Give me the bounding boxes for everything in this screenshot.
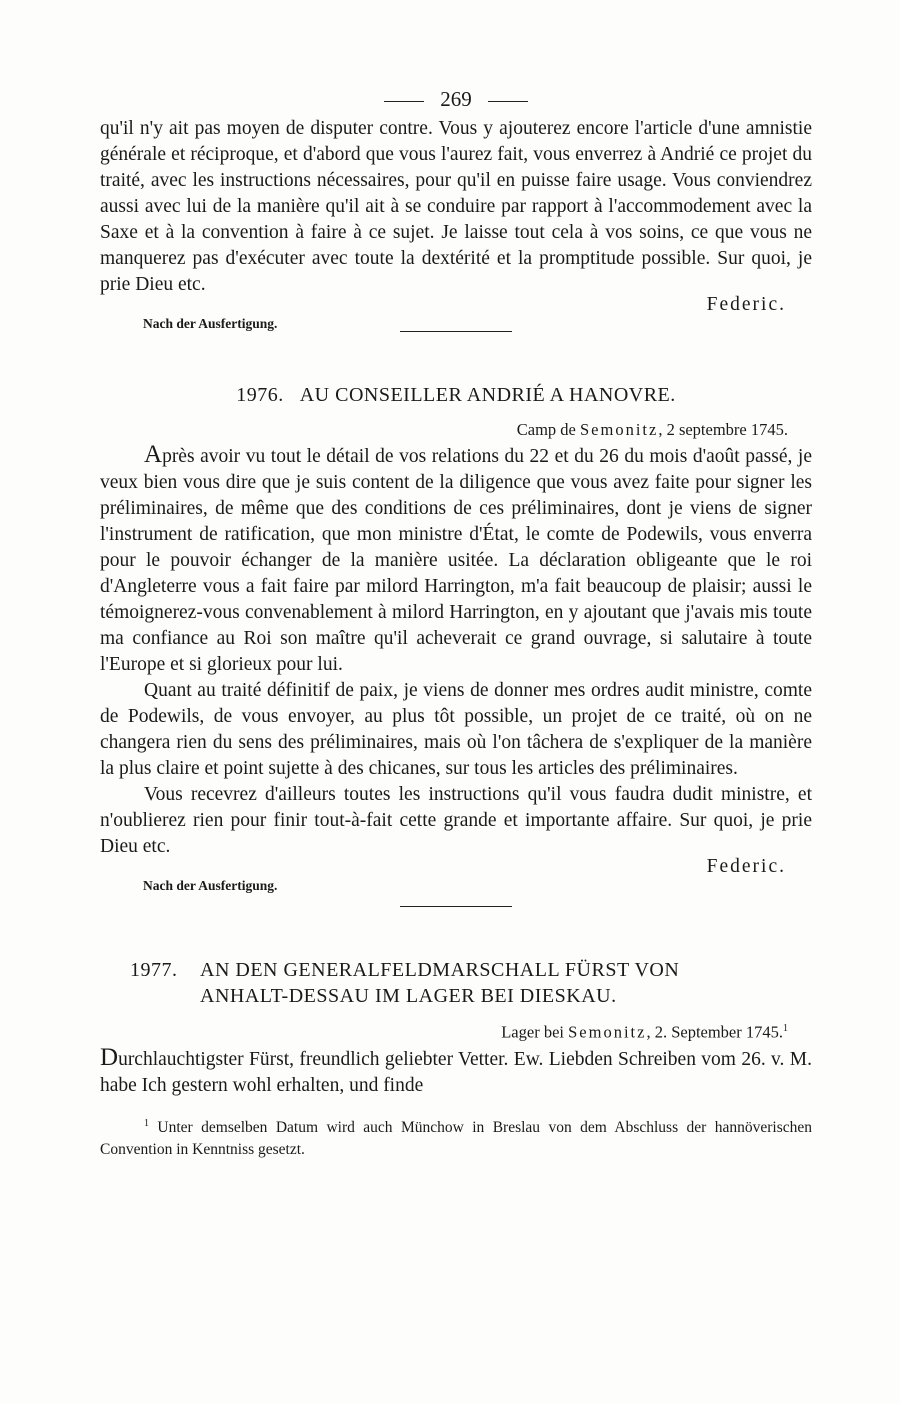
letter-1976-dateline-date: , 2 septembre 1745. (658, 420, 788, 439)
footnote-marker: 1 (144, 1117, 149, 1129)
letter-1976-paragraph-2: Quant au traité définitif de paix, je viens de donner mes ordres audit ministre, comte de Podewils, de vous envoyer, au plus tôt possible, un projet de ce traité, où on ne changera rien du sens des préliminaires, mais où l'on tâchera de s'expliquer de la manière la plus claire et point sujette à des chicanes, sur tous les articles des préliminaires. (100, 680, 812, 779)
letter-1976-dateline (100, 418, 812, 442)
letter-1976-heading (100, 382, 812, 408)
letter-1976-source-note: Nach der Ausfertigung. (143, 878, 278, 893)
letter-1977-initial: D (100, 1043, 119, 1071)
page-number-dash-right (488, 101, 528, 102)
continuation-source-note: Nach der Ausfertigung. (143, 316, 278, 331)
letter-1976-paragraph-3: Vous recevrez d'ailleurs toutes les instructions qu'il vous faudra dudit ministre, et n'oublierez rien pour finir tout-à-fait cette grande et importante affaire. Sur quoi, je prie Dieu etc. (100, 784, 812, 857)
letter-1977-dateline-place: Semonitz (568, 1022, 647, 1042)
page-number: 269 (440, 87, 472, 111)
letter-1976-title: AU CONSEILLER ANDRIÉ A HANOVRE. (299, 384, 676, 406)
letter-1977-dateline-prefix: Lager bei (501, 1022, 564, 1042)
letter-1976-dateline-prefix: Camp de (516, 420, 576, 439)
page-number-line (100, 82, 812, 116)
letter-1976-number: 1976. (236, 384, 284, 406)
letter-1977-dateline-date: , 2. September 1745. (646, 1022, 783, 1042)
letter-1977-title-line-2: ANHALT-DESSAU IM LAGER BEI DIESKAU. (200, 985, 617, 1007)
continuation-paragraph: qu'il n'y ait pas moyen de disputer contre. Vous y ajouterez encore l'article d'une amnistie générale et réciproque, et d'abord que vous l'aurez fait, vous enverrez à Andrié ce projet du traité, avec les instructions nécessaires, pour qu'il en puisse faire usage. Vous conviendrez aussi avec lui de la manière qu'il ait à se conduire par rapport à l'accommodement avec la Saxe et à la convention à faire à ce sujet. Je laisse tout cela à vos soins, ce que vous ne manquerez pas d'exécuter avec toute la dextérité et la promptitude possible. Sur quoi, je prie Dieu etc. (100, 118, 812, 295)
footnote-text: Unter demselben Datum wird auch Münchow in Breslau von dem Abschluss der hannöverischen Convention in Kenntniss gesetzt. (100, 1118, 812, 1158)
letter-1977-dateline (100, 1017, 812, 1045)
letter-1977-footnote-marker: 1 (783, 1023, 788, 1034)
letter-1977-title-line-1: AN DEN GENERALFELDMARSCHALL FÜRST VON (200, 959, 680, 981)
letter-1976-signature: Federic. (706, 856, 786, 877)
letter-1977-paragraph-1 (100, 1045, 812, 1099)
letter-1977-paragraph-1-text: urchlauchtigster Fürst, freundlich geliebter Vetter. Ew. Liebden Schreiben vom 26. v. M. habe Ich gestern wohl erhalten, und finde (100, 1048, 812, 1096)
letter-1976-paragraph-1-text: près avoir vu tout le détail de vos relations du 22 et du 26 du mois d'août passé, je veux bien vous dire que je suis content de la diligence que vous avez faite pour signer les préliminaires, de même que des conditions de ces préliminaires, dont je viens de signer l'instrument de ratification, que mon ministre d'État, le comte de Podewils, vous enverra pour le pouvoir échanger de la manière usitée. La déclaration obligeante que le roi d'Angleterre vous a fait faire par milord Harrington, m'a fait beaucoup de plaisir; aussi le témoignerez-vous convenablement à milord Harrington, en y ajoutant que j'avais mis toute ma confiance au Roi son maître qu'il acheverait ce grand ouvrage, si salutaire à toute l'Europe et si glorieux pour lui. (100, 446, 812, 675)
letter-1977-heading (100, 957, 812, 1009)
continuation-signature: Federic. (706, 294, 786, 315)
footnote (100, 1113, 812, 1161)
letter-1976-paragraph-1 (100, 442, 812, 678)
page-number-dash-left (384, 101, 424, 102)
letter-1976-dateline-place: Semonitz (579, 420, 659, 439)
letter-1976-initial: A (144, 441, 163, 468)
letter-1977-number: 1977. (130, 959, 178, 981)
document-page (100, 82, 812, 1161)
